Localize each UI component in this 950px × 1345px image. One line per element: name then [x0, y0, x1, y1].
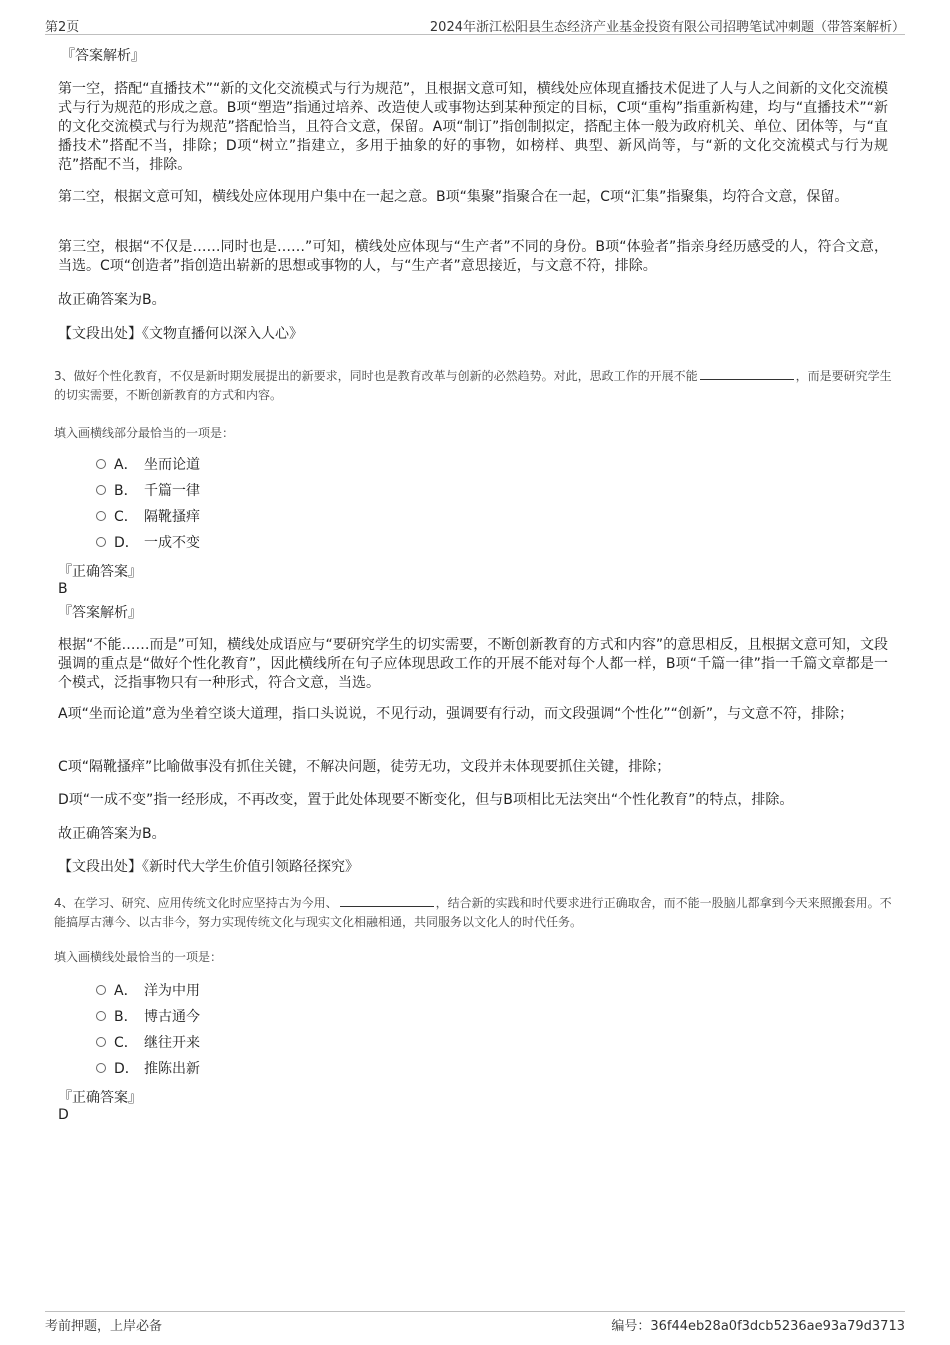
analysis-paragraph: 第一空，搭配“直播技术”“新的文化交流模式与行为规范”，且根据文意可知，横线处应体现直播技术促进了人与人之间新的文化交流模式与行为规范的形成之意。B项“塑造”指通过培养、改造使人或事物达到某种预定的目标，C项“重构”指重新构建，均与“直播技术”“新的文化交流模式与行为规范”搭配恰当，且符合文意，保留。A项“制订”指创制拟定，搭配主体一般为政府机关、单位、团体等，与“直播技术”搭配不当，排除；D项“树立”指建立，多用于抽象的好的事物，如榜样、典型、新风尚等，与“新的文化交流模式与行为规范”搭配不当，排除。	[58, 81, 888, 173]
question-4-prompt: 填入画横线处最恰当的一项是：	[54, 950, 223, 964]
analysis-paragraph: 故正确答案为B。	[58, 826, 166, 842]
q3-analysis-paragraph	[58, 758, 888, 777]
question-4-stem	[54, 894, 894, 932]
document-title: 2024年浙江松阳县生态经济产业基金投资有限公司招聘笔试冲刺题（带答案解析）	[429, 20, 905, 35]
q2-analysis-section	[58, 46, 888, 66]
document-id: 编号：36f44eb28a0f3dcb5236ae93a79d3713	[611, 1319, 905, 1334]
page-number: 第2页	[45, 20, 80, 35]
fill-blank	[700, 367, 794, 380]
q2-analysis-paragraph	[58, 188, 888, 207]
radio-icon[interactable]	[96, 985, 106, 995]
q3-conclusion	[58, 825, 888, 844]
radio-icon[interactable]	[96, 1063, 106, 1073]
passage-source: 【文段出处】《文物直播何以深入人心》	[58, 326, 303, 342]
analysis-paragraph: 第二空，根据文意可知，横线处应体现用户集中在一起之意。B项“集聚”指聚合在一起，C项“汇集”指聚集，均符合文意，保留。	[58, 189, 849, 205]
q2-source	[58, 324, 888, 344]
footer-slogan: 考前押题，上岸必备	[45, 1319, 163, 1334]
q2-analysis-paragraph	[58, 238, 888, 276]
analysis-label: 『答案解析』	[61, 48, 145, 64]
question-text: 4、在学习、研究、应用传统文化时应坚持古为今用、	[54, 896, 338, 910]
option-b[interactable]: B． 博古通今	[96, 1004, 200, 1030]
radio-icon[interactable]	[96, 485, 106, 495]
option-c[interactable]: C． 隔靴搔痒	[96, 504, 200, 530]
analysis-paragraph: A项“坐而论道”意为坐着空谈大道理，指口头说说，不见行动，强调要有行动，而文段强调“个性化”“创新”，与文意不符，排除；	[58, 706, 854, 722]
radio-icon[interactable]	[96, 1037, 106, 1047]
correct-answer-label: 『正确答案』	[58, 1090, 142, 1106]
option-d[interactable]: D． 一成不变	[96, 530, 200, 556]
option-a[interactable]: A． 坐而论道	[96, 452, 200, 478]
q3-analysis-paragraph	[58, 791, 888, 810]
analysis-paragraph: C项“隔靴搔痒”比喻做事没有抓住关键，不解决问题，徒劳无功，文段并未体现要抓住关键，排除；	[58, 759, 671, 775]
question-4-options	[96, 978, 200, 1082]
option-d[interactable]: D． 推陈出新	[96, 1056, 200, 1082]
radio-icon[interactable]	[96, 511, 106, 521]
question-3-stem	[54, 367, 894, 405]
q3-analysis-paragraph	[58, 636, 888, 693]
question-3-prompt: 填入画横线部分最恰当的一项是：	[54, 426, 235, 440]
question-text: ，而是要研究学生的切实需要，不断创新教育的方式和内容。	[54, 369, 892, 402]
question-3-options	[96, 452, 200, 556]
question-text: ，结合新的实践和时代要求进行正确取舍，而不能一股脑儿都拿到今天来照搬套用。不能搞厚古薄今、以古非今，努力实现传统文化与现实文化相融相通，共同服务以文化人的时代任务。	[54, 896, 892, 929]
q3-source	[58, 857, 888, 877]
analysis-paragraph: D项“一成不变”指一经形成，不再改变，置于此处体现要不断变化，但与B项相比无法突出“个性化教育”的特点，排除。	[58, 792, 794, 808]
option-c[interactable]: C． 继往开来	[96, 1030, 200, 1056]
analysis-paragraph: 第三空，根据“不仅是……同时也是……”可知，横线处应体现与“生产者”不同的身份。B项“体验者”指亲身经历感受的人，符合文意，当选。C项“创造者”指创造出崭新的思想或事物的人，与“生产者”意思接近，与文意不符，排除。	[58, 239, 888, 274]
radio-icon[interactable]	[96, 537, 106, 547]
analysis-paragraph: 根据“不能……而是”可知，横线处成语应与“要研究学生的切实需要，不断创新教育的方式和内容”的意思相反，且根据文意可知，文段强调的重点是“做好个性化教育”，因此横线所在句子应体现思政工作的开展不能对每个人都一样，B项“千篇一律”指一千篇文章都是一个模式，泛指事物只有一种形式，符合文意，当选。	[58, 637, 888, 691]
analysis-paragraph: 故正确答案为B。	[58, 292, 166, 308]
q3-analysis-paragraph	[58, 705, 888, 724]
correct-answer: D	[58, 1107, 69, 1123]
q2-analysis-paragraph	[58, 80, 888, 175]
radio-icon[interactable]	[96, 1011, 106, 1021]
correct-answer: B	[58, 581, 68, 597]
fill-blank	[340, 894, 434, 907]
page-header	[45, 14, 905, 35]
page-footer	[45, 1311, 905, 1334]
analysis-label: 『答案解析』	[58, 605, 142, 621]
option-b[interactable]: B． 千篇一律	[96, 478, 200, 504]
passage-source: 【文段出处】《新时代大学生价值引领路径探究》	[58, 859, 359, 875]
q2-conclusion	[58, 291, 888, 310]
question-text: 3、做好个性化教育，不仅是新时期发展提出的新要求，同时也是教育改革与创新的必然趋势。对此，思政工作的开展不能	[54, 369, 698, 383]
correct-answer-label: 『正确答案』	[58, 564, 142, 580]
option-a[interactable]: A． 洋为中用	[96, 978, 200, 1004]
radio-icon[interactable]	[96, 459, 106, 469]
